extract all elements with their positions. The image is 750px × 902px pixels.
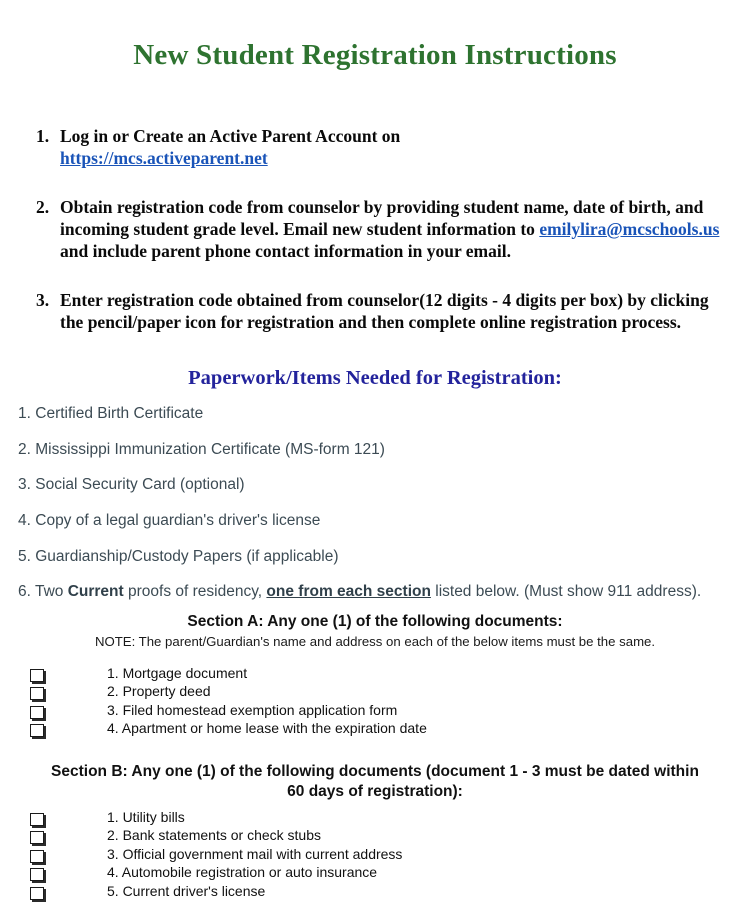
instruction-text [60,126,400,168]
paperwork-item-number: 5. [18,547,31,565]
section-b-item[interactable] [0,847,750,866]
paperwork-item-number: 4. [18,512,31,529]
instruction-item [0,196,726,263]
instruction-text-lead: Log in or Create an Active Parent Account on [60,125,401,146]
instruction-text-lead: Obtain registration code from counselor by providing student name, date of birth, and incoming student grade level. Email new student information to [60,196,704,240]
section-b-checklist [0,810,750,902]
section-b-item-label: 3. Official government mail with current address [107,845,403,862]
paperwork-item [0,512,750,531]
instruction-text [60,290,709,332]
instruction-item [0,289,726,334]
empty-checkbox-icon[interactable] [30,706,44,719]
section-b-item[interactable] [0,810,750,829]
instruction-number: 2. [36,196,50,217]
section-a-checklist [0,666,750,740]
empty-checkbox-icon[interactable] [30,687,44,700]
paperwork-item [0,548,750,567]
section-a-item[interactable] [0,684,750,703]
paperwork-item [0,405,750,424]
section-a-note: NOTE: The parent/Guardian's name and address on each of the below items must be the same. [94,634,656,650]
instruction-number: 3. [36,289,50,310]
residency-number: 6. [18,583,31,601]
page-title: New Student Registration Instructions [133,39,617,71]
instruction-text [60,197,719,262]
residency-current-emphasis: Current [67,583,124,601]
instruction-text-tail: and include parent phone contact information in your email. [60,241,511,262]
section-b-item-label: 5. Current driver's license [107,882,266,899]
section-b-item[interactable] [0,828,750,847]
section-a-item[interactable] [0,721,750,740]
instruction-number: 1. [36,125,50,146]
paperwork-item-label: Mississippi Immunization Certificate (MS-form 121) [35,440,385,458]
paperwork-heading: Paperwork/Items Needed for Registration: [188,366,562,389]
section-a-item[interactable] [0,666,750,685]
section-a-item-label: 4. Apartment or home lease with the expiration date [107,720,427,737]
section-b-item[interactable] [0,865,750,884]
section-a-item[interactable] [0,703,750,722]
empty-checkbox-icon[interactable] [30,850,44,863]
section-b-item-label: 4. Automobile registration or auto insurance [107,864,378,881]
empty-checkbox-icon[interactable] [30,669,44,682]
empty-checkbox-icon[interactable] [30,813,44,826]
empty-checkbox-icon[interactable] [30,724,44,737]
paperwork-item-residency [0,583,750,602]
paperwork-item [0,441,750,460]
section-b-item[interactable] [0,884,750,902]
instructions-list [0,125,726,334]
instruction-item [0,125,726,170]
paperwork-item [0,476,750,495]
instruction-text-lead: Enter registration code obtained from counselor(12 digits - 4 digits per box) by clicking the pencil/paper icon for registration and then complete online registration process. [60,289,709,333]
section-a [0,612,750,740]
section-b-item-label: 2. Bank statements or check stubs [107,827,321,844]
section-b [0,762,750,902]
empty-checkbox-icon[interactable] [30,887,44,900]
paperwork-item-number: 1. [18,405,31,423]
paperwork-item-label: Guardianship/Custody Papers (if applicable) [35,547,339,565]
residency-each-section-emphasis: one from each section [266,583,431,601]
section-b-heading-line2: dated within 60 days of registration): [287,762,699,801]
paperwork-item-label: Social Security Card (optional) [35,476,245,494]
counselor-email-link[interactable]: emilylira@mcschools.us [539,219,720,240]
paperwork-item-label: Certified Birth Certificate [35,405,204,423]
section-b-heading-line1: Section B: Any one (1) of the following documents (document 1 - 3 must be [51,762,605,780]
residency-text-2: proofs of residency, [123,583,267,601]
residency-text-1: Two [34,583,68,601]
section-a-heading: Section A: Any one (1) of the following documents: [187,612,563,630]
activeparent-link[interactable]: https://mcs.activeparent.net [60,148,268,169]
section-a-item-label: 1. Mortgage document [107,664,248,681]
paperwork-item-number: 2. [18,440,31,458]
section-a-item-label: 3. Filed homestead exemption application form [107,701,398,718]
paperwork-list [0,405,750,602]
empty-checkbox-icon[interactable] [30,831,44,844]
section-b-item-label: 1. Utility bills [107,808,185,825]
section-b-heading [0,762,750,803]
paperwork-item-number: 3. [18,476,31,494]
empty-checkbox-icon[interactable] [30,868,44,881]
section-a-item-label: 2. Property deed [107,683,211,700]
paperwork-item-label: Copy of a legal guardian's driver's license [35,512,321,529]
instructions-section [0,125,750,334]
residency-text-3: listed below. (Must show 911 address). [430,583,702,601]
